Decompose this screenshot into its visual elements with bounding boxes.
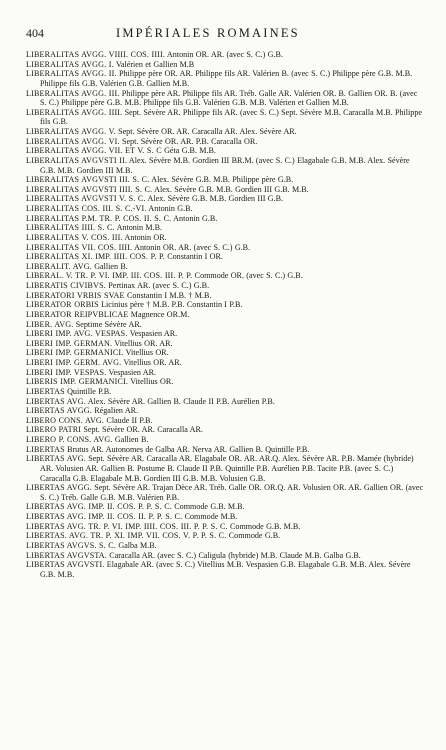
legend-inscription: LIBERO P. CONS. AVG.: [26, 435, 113, 444]
list-item: [26, 329, 426, 339]
legend-inscription: LIBERALITAS VII. COS. IIII.: [26, 242, 133, 252]
entry-description: Gallien B.: [112, 435, 149, 444]
legend-inscription: LIBERTAS AVG. IMP. II. COS. P. P. S. C.: [26, 502, 172, 512]
entry-description: Alex. Sévère AR. Gallien B. Claude II P.B. Aurélien P.B.: [85, 396, 275, 406]
entry-description: Commode M.B.: [182, 512, 238, 521]
entry-description: Géta G.B. M.B.: [161, 146, 216, 156]
entry-description: Antonin M.B.: [114, 223, 163, 233]
list-item: [26, 108, 426, 127]
list-item: [26, 175, 426, 185]
list-item: [26, 425, 426, 435]
entry-description: Alex. Sévère G.B. M.B. Gordien III G.B. M.B.: [152, 184, 309, 194]
list-item: [26, 406, 426, 416]
list-item: [26, 522, 426, 532]
entry-description: Commode OR. (avec S. C.) G.B.: [192, 271, 303, 281]
list-item: [26, 512, 426, 522]
entry-description: Sept. Sévère OR. AR. P.B. Caracalla OR.: [119, 136, 258, 146]
entry-list: [26, 50, 426, 579]
list-item: [26, 243, 426, 253]
legend-inscription: LIBERALITAS AVGG. II.: [26, 69, 117, 79]
list-item: [26, 339, 426, 349]
entry-description: Magnence OR.M.: [128, 309, 190, 319]
list-item: [26, 214, 426, 224]
entry-description: Sept. Sévère OR. AR. Caracalla AR.: [81, 425, 203, 435]
legend-inscription: LIBERTAS AVG. TR. P. VI. IMP. IIII. COS. III. P. P. S. C.: [26, 521, 228, 531]
list-item: [26, 69, 426, 88]
legend-inscription: LIBERALIT. AVG.: [26, 261, 92, 271]
entry-description: Vitellius OR. AR.: [112, 338, 173, 348]
list-item: [26, 435, 426, 445]
entry-description: Commode G.B. M.B.: [171, 502, 245, 512]
legend-inscription: LIBERALITAS AVGVSTI II.: [26, 155, 128, 165]
legend-inscription: LIBERALITAS AVGG. VIIII. COS. IIII.: [26, 50, 166, 59]
entry-description: Vespasien AR.: [106, 367, 157, 377]
list-item: [26, 204, 426, 214]
legend-inscription: LIBERATOR REIPVBLICAE: [26, 309, 129, 319]
legend-inscription: LIBERALITAS AVGG. VII. ET V. S. C: [26, 146, 162, 156]
legend-inscription: LIBERTAS: [26, 444, 65, 454]
legend-inscription: LIBERALITAS AVGVSTI III. S. C.: [26, 175, 150, 185]
entry-description: Claude II P.B.: [104, 415, 153, 425]
legend-inscription: LIBERI IMP. VESPAS.: [26, 367, 107, 377]
entry-description: Antonin OR. AR. (avec S. C.) G.B.: [165, 50, 283, 59]
list-item: [26, 483, 426, 502]
legend-inscription: LIBERALITAS AVGG. I.: [26, 59, 114, 69]
entry-description: Vespasien AR.: [127, 329, 178, 339]
entry-description: Antonin G.B.: [171, 213, 218, 223]
entry-description: Antonin OR. AR. (avec S. C.) G.B.: [132, 242, 251, 252]
entry-description: Pertinax AR. (avec S. C.) G.B.: [105, 281, 210, 290]
list-item: [26, 502, 426, 512]
legend-inscription: LIBERTAS AVG.: [26, 454, 86, 464]
entry-description: Quintille P.B.: [64, 386, 112, 396]
legend-inscription: LIBERALITAS AVGG. VI.: [26, 136, 120, 146]
legend-inscription: LIBERALITAS P.M. TR. P. COS. II. S. C.: [26, 213, 172, 223]
list-item: [26, 281, 426, 291]
list-item: [26, 377, 426, 387]
list-item: [26, 531, 426, 541]
list-item: [26, 156, 426, 175]
list-item: [26, 291, 426, 301]
entry-description: Vitellius OR. AR.: [121, 358, 182, 367]
list-item: [26, 358, 426, 368]
entry-description: Brutus AR. Autonomes de Galba AR. Nerva AR. Gallien B. Quintille P.B.: [64, 444, 310, 454]
entry-description: Alex. Sévère G.B. M.B. Gordien III G.B.: [145, 194, 284, 204]
entry-description: Licinius père † M.B. P.B. Constantin I P.B.: [98, 300, 243, 310]
legend-inscription: LIBERIS IMP. GERMANICI.: [26, 377, 129, 387]
list-item: [26, 60, 426, 70]
list-item: [26, 233, 426, 243]
legend-inscription: LIBERATIS CIVIBVS.: [26, 281, 106, 290]
list-item: [26, 185, 426, 195]
entry-description: Vitellius OR.: [128, 377, 174, 387]
list-item: [26, 454, 426, 483]
entry-description: Antonin G.B.: [146, 204, 193, 213]
legend-inscription: LIBERTAS AVG.: [26, 396, 86, 406]
legend-inscription: LIBERI IMP. GERM. AVG.: [26, 358, 122, 367]
entry-description: Commode G.B.: [226, 531, 281, 541]
legend-inscription: LIBERTAS: [26, 386, 65, 396]
entry-description: Constantin I OR.: [164, 252, 223, 262]
legend-inscription: LIBERALITAS AVGVSTI V. S. C.: [26, 194, 146, 204]
entry-description: Sept. Sévère OR. AR. Caracalla AR. Alex. Sévère AR.: [115, 127, 297, 136]
list-item: [26, 560, 426, 579]
list-item: [26, 387, 426, 397]
legend-inscription: LIBERALITAS V. COS. III.: [26, 232, 123, 242]
list-item: [26, 320, 426, 330]
legend-inscription: LIBERTAS AVG. IMP. II. COS. II. P. P. S. C.: [26, 512, 183, 521]
legend-inscription: LIBERTAS AVGG.: [26, 406, 92, 416]
legend-inscription: LIBERTAS AVGVS. S. C.: [26, 540, 117, 550]
legend-inscription: LIBERALITAS COS. III. S. C.-VI.: [26, 204, 147, 213]
list-item: [26, 551, 426, 561]
entry-description: Philippe père OR. AR. Philippe fils AR. Valérien B. (avec S. C.) Philippe père G.B. M.B. Philippe fils G.B. Valérien G.B. Gallien M.B.: [40, 69, 413, 88]
legend-inscription: LIBERATORI VRBIS SVAE: [26, 290, 125, 300]
legend-inscription: LIBERI IMP. GERMANICI.: [26, 348, 124, 358]
legend-inscription: LIBERO CONS. AVG.: [26, 415, 105, 425]
legend-inscription: LIBERALITAS XI. IMP. IIII. COS. P. P.: [26, 252, 165, 262]
legend-inscription: LIBERAL. V. TR. P. VI. IMP. III. COS. III. P. P.: [26, 271, 193, 281]
entry-description: Caracalla AR. (avec S. C.) Caligula (hybride) M.B. Claude M.B. Galba G.B.: [106, 550, 361, 560]
legend-inscription: LIBERALITAS IIII. S. C.: [26, 223, 115, 233]
running-title: IMPÉRIALES ROMAINES: [116, 26, 300, 40]
list-item: [26, 397, 426, 407]
legend-inscription: LIBERALITAS AVGG. III.: [26, 88, 120, 98]
legend-inscription: LIBERALITAS AVGVSTI IIII. S. C.: [26, 184, 153, 194]
list-item: [26, 137, 426, 147]
entry-description: Alex. Sévère M.B. Gordien III BR.M. (avec S. C.) Elagabale G.B. M.B. Alex. Sévère G.B. M.B. Gordien III M.B.: [40, 155, 410, 175]
list-item: [26, 310, 426, 320]
entry-description: Sept. Sévère AR. Philippe fils AR. (avec S. C.) Sept. Sévère M.B. Caracalla M.B. Philippe fils G.B.: [40, 107, 422, 127]
list-item: [26, 271, 426, 281]
entry-description: Commode G.B. M.B.: [227, 521, 301, 531]
list-item: [26, 348, 426, 358]
legend-inscription: LIBERTAS AVGG.: [26, 483, 92, 493]
entry-description: Antonin OR.: [122, 232, 167, 242]
list-item: [26, 445, 426, 455]
list-item: [26, 50, 426, 60]
entry-description: Elagabale AR. (avec S. C.) Vitellius M.B. Vespasien G.B. Elagabale G.B. M.B. Alex. Sévère G.B. M.B.: [40, 560, 411, 579]
list-item: [26, 252, 426, 262]
legend-inscription: LIBERALITAS AVGG. V.: [26, 127, 116, 136]
list-item: [26, 300, 426, 310]
list-item: [26, 146, 426, 156]
entry-description: Sept. Sévère AR. Trajan Dèce AR. Tréb. Galle OR. OR.Q. AR. Volusien OR. AR. Gallien OR. (avec S. C.) Tréb. Galle G.B. M.B. Valérien P.B.: [40, 483, 424, 502]
list-item: [26, 127, 426, 137]
list-item: [26, 89, 426, 108]
entry-description: Alex. Sévère G.B. M.B. Philippe père G.B.: [149, 175, 294, 185]
entry-description: Sept. Sévère AR. Caracalla AR. Elagabale OR. AR. AR.Q. Alex. Sévère AR. P.B. Mamée (hybride) AR. Volusien AR. Gallien B. Postume B. Claude II P.B. Quintille P.B. Aurélien P.B. Tacite P.B. (avec S. C.) Caracalla G.B. Elagabale M.B. Gordien III G.B. M.B. Volusien G.B.: [40, 454, 414, 483]
list-item: [26, 368, 426, 378]
entry-description: Gallien B.: [91, 261, 128, 271]
entry-description: Régalien AR.: [91, 406, 139, 416]
list-item: [26, 416, 426, 426]
page-header: [26, 26, 426, 44]
legend-inscription: LIBERTAS. AVG. TR. P. XI. IMP. VII. COS. V. P. P. S. C.: [26, 531, 227, 541]
entry-description: Septime Sévère AR.: [73, 319, 142, 329]
entry-description: Valérien et Gallien M.B: [113, 59, 195, 69]
legend-inscription: LIBERTAS AVGVSTA.: [26, 550, 107, 560]
list-item: [26, 541, 426, 551]
legend-inscription: LIBERATOR ORBIS: [26, 300, 99, 310]
legend-inscription: LIBER. AVG.: [26, 319, 74, 329]
entry-description: Vitellius OR.: [123, 348, 169, 358]
legend-inscription: LIBERI IMP. AVG. VESPAS.: [26, 329, 128, 339]
list-item: [26, 223, 426, 233]
legend-inscription: LIBERTAS AVGVSTI.: [26, 560, 105, 570]
entry-description: Philippe père AR. Philippe fils AR. Tréb. Galle AR. Valérien OR. B. Gallien OR. B. (avec S. C.) Philippe père G.B. M.B. Philippe fils G.B. Valérien G.B. M.B. Valérien et Gallien M.B.: [40, 88, 418, 108]
legend-inscription: LIBERI IMP. GERMAN.: [26, 338, 113, 348]
entry-description: Constantin I M.B. † M.B.: [124, 290, 212, 300]
list-item: [26, 262, 426, 272]
list-item: [26, 194, 426, 204]
entry-description: Galba M.B.: [116, 540, 157, 550]
page-number: 404: [26, 26, 44, 40]
legend-inscription: LIBERO PATRI: [26, 425, 82, 435]
legend-inscription: LIBERALITAS AVGG. IIII.: [26, 107, 123, 117]
